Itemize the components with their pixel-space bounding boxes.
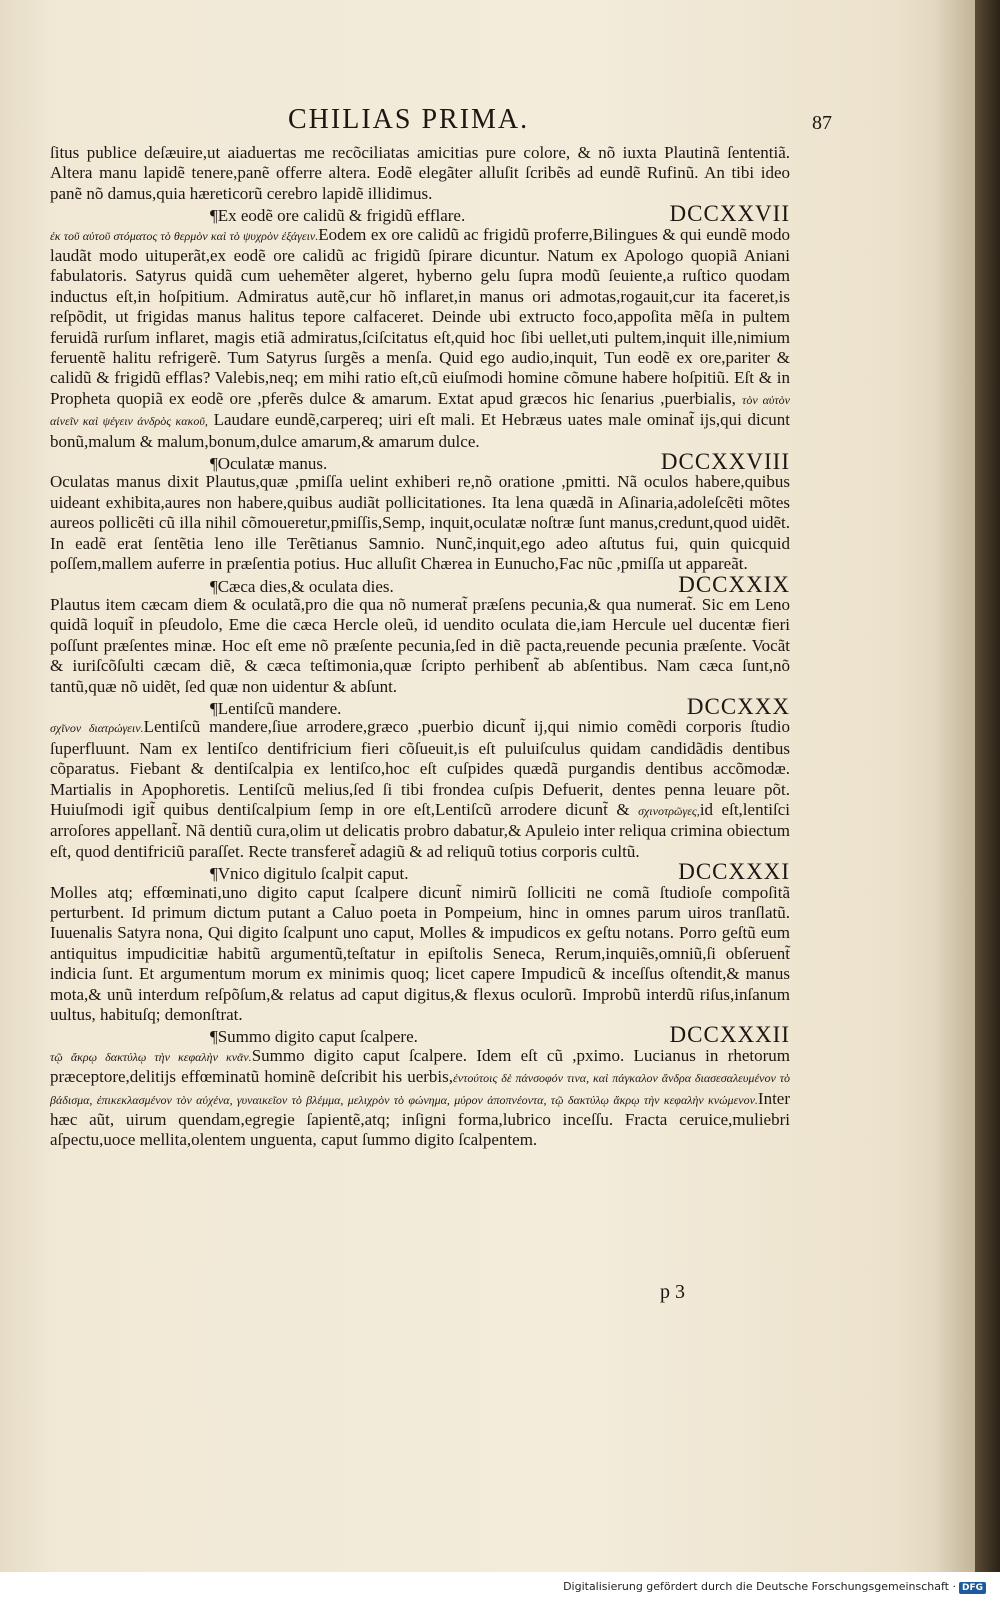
adage-title: ¶Cæca dies,& oculata dies. [210,576,394,596]
greek-quotation: ἐντούτοις δὲ πάνσοφόν τινα, καὶ πάγκαλον ἄνδρα διασεσαλευμένον τὸ βάδισμα, ἐπικεκλασμένον τὸν αὐχένα, γυναικεῖον τὸ βλέμμα, μελιχρὸν τὸ φώνημα, μύρον ἀποπνέοντα, τῷ δακτύλῳ ἄκρῳ τὴν κεφαλὴν κνώμενον. [50,1071,790,1107]
adage-body-cont: Inter hæc aũt, uirum quendam,egregie ſapientẽ,atq; inſigni forma,lubrico inceſſu. Fracta ceruice,muliebri aſpectu,uoce mellita,olentem unguenta, caput ſummo digito ſcalpentem. [50,1088,790,1150]
adage-heading-731 [50,859,790,885]
adage-number: DCCXXXII [669,1022,790,1048]
footer-bar [0,1572,1000,1602]
adage-heading-728 [50,449,790,475]
adage-body-cont: Laudare eundẽ,carpereq; uiri eſt mali. Et Hebræus uates male ominat̃ ijs,qui dicunt bonũ,malum & malum,bonum,dulce amarum,& amarum dulce. [50,410,790,451]
signature-mark: p 3 [660,1281,685,1303]
adage-title: ¶Ex eodẽ ore calidũ & frigidũ efflare. [210,206,466,226]
adage-heading-730 [50,693,790,719]
adage-title: ¶Summo digito caput ſcalpere. [210,1027,418,1047]
adage-heading-732 [50,1022,790,1048]
page-edge-shadow [935,0,975,1572]
paragraph-continuation: ſitus publice deſæuire,ut aiaduertas me recõciliatas amicitias pure colore, & nõ iuxta Plautinã ſententiã. Altera manu lapidẽ tenere,panẽ offerre altera. Eodẽ elegãter alluſit ſcribẽs ad eundẽ Rufinũ. An tibi ideo panẽ nõ damus,quia hæreticorũ cerebro lapidẽ illidimus. [50,143,790,203]
adage-number: DCCXXX [686,693,790,719]
running-head: CHILIAS PRIMA. [288,104,530,135]
adage-body-cont: id eſt,lentiſci arroſores appellant̃. Nã dentiũ cura,olim ut delicatis probro dabatur,& Apuleio inter reliqua crimina obiectum eſt, quod dentifriciũ paraſſet. Recte transferet̃ adagiũ & ad reliquũ totius corporis cultũ. [50,799,791,861]
adage-number: DCCXXVII [669,201,790,227]
book-spine [975,0,1000,1572]
greek-phrase: σχῖνον διατρώγειν. [50,721,144,736]
adage-heading-727 [50,201,790,227]
adage-title: ¶Lentiſcũ mandere. [210,698,342,718]
adage-text-728: Oculatas manus dixit Plautus,quæ ,pmiſſa uelint exhiberi re,nõ oratione ,pmitti. Nã oculos habere,quibus uideant exhibita,aures non habere,quibus audiãt pollicitationes. Ita lena quædã in Aſinaria,adoleſcẽti mõtes aureos pollicẽti cũ illa nihil cõmoueretur,pmiſſis,Semp, inquit,oculatæ noſtræ ſunt manus,credunt,quod uidẽt. In eadẽ erat ſentẽtia leno ille Terẽtianus Samnio. Nunc̃,inquit,ego adeo aſtutus fui, quin quicquid poſſem,mallem auferre in præſentia potius. Huc alluſit Chærea in Eunucho,Fac nũc ,pmiſſa ut appareãt. [50,472,790,574]
adage-title: ¶Vnico digitulo ſcalpit caput. [210,864,409,884]
adage-text-730 [50,717,790,862]
greek-phrase: τῷ ἄκρῳ δακτύλῳ τὴν κεφαλὴν κνᾶν. [50,1049,252,1064]
dfg-logo: DFG [959,1582,986,1594]
greek-word: σχινοτρῶγες, [638,803,700,818]
adage-title: ¶Oculatæ manus. [210,454,328,474]
adage-number: DCCXXIX [678,571,790,597]
adage-number: DCCXXVIII [660,449,790,475]
adage-text-727 [50,225,790,452]
funding-credit-text: Digitalisierung gefördert durch die Deutsche Forschungsgemeinschaft · [563,1580,956,1593]
adage-heading-729 [50,571,790,597]
adage-text-731: Molles atq; effœminati,uno digito caput ſcalpere dicunt̃ nimirũ ſolliciti ne comã ſtudioſe compoſitã perturbent. Id primum dictum putant a Caluo poeta in Pompeium, hinc in omnes parum uiros tranſlatũ. Iuuenalis Satyra nona, Qui digito ſcalpunt uno caput, Molles & impudicos ex geſtu notans. Porro geſtũ eum antiquitus impudicitiæ habitũ argumentũ,teſtatur in epiſtolis Seneca, Rerum,inquiẽs,omniũ,ſi obſeruent̃ indicia ſunt. Et argumentum morum ex minimis quoq; licet capere Impudicũ & inceſſus oſtendit,& manus mota,& unũ interdum reſpõſum,& relatus ad caput digitus,& flexus oculorũ. Improbũ interdũ riſus,inſanum uultus, habituſq; demonſtrat. [50,882,790,1024]
adage-body: Lentiſcũ mandere,ſiue arrodere,græco ,puerbio dicunt̃ ij,qui nimio comẽdi corporis ſtudio ſuperfluunt. Nam ex lentiſco dentifricium fieri cõſueuit,is eſt puluiſculus quidam candidãdis dentibus cõparatus. Fiebant & dentiſcalpia ex lentiſco,hoc eſt cuſpides quædã purgandis dentibus accõmodæ. Martialis in Apophoretis. Lentiſcũ melius,ſed ſi tibi frondea cuſpis Defuerit, dentes penna leuare põt. Huiuſmodi igit̃ quibus dentiſcalpium ſemp in ore eſt,Lentiſcũ arrodere dicunt̃ & [50,717,790,819]
adage-body: Summo digito caput ſcalpere. Idem eſt cũ ,pximo. Lucianus in rhetorum præceptore,delitijs effœminatũ hominẽ deſcribit his uerbis, [50,1045,791,1087]
adage-text-729: Plautus item cæcam diem & oculatã,pro die qua nõ numerat̃ præſens pecunia,& qua numerat̃. Sic em Leno quidã loquit̃ in pſeudolo, Eme die cæca Hercle oleũ, id uendito oculata die,iam Hercule uel ducentæ fieri poſſunt præſentes minæ. Hoc eſt eme nõ præſente pecunia,ſed in diẽ pacta,reuende pecunia præſente. Vocãt & iuriſcõſulti cæcam diẽ, & cæca teſtimonia,quæ ſcripto perhibent̃ ab abſentibus. Nam cæca ſunt,nõ tantũ,quæ nõ uidẽt, ſed quæ non uidentur & abſunt. [50,594,790,696]
adage-text-732 [50,1046,790,1151]
greek-phrase: ἐκ τοῦ αὐτοῦ στόματος τὸ θερμὸν καὶ τὸ ψυχρὸν ἐξάγειν. [50,228,319,243]
greek-verse: τὸν αὐτὸν αἰνεῖν καὶ ψέγειν ἀνδρὸς κακοῦ, [50,392,790,429]
body-text [50,143,790,1151]
page-number: 87 [812,112,832,134]
adage-body: Eodem ex ore calidũ ac frigidũ proferre,Bilingues & qui eundẽ modo laudãt modo uituperãt,ex eodẽ ore calidũ ac frigidũ ſpirare dicuntur. Natum ex Apologo quopiã Aniani fabulatoris. Satyrus quidã cum uehemẽter algeret, hyberno gelu ſupra modũ ſeuiente,a ruſtico quodam inductus eſt,in hoſpitium. Admiratus autẽ,cur hõ inflaret,in manus ori admotas,rogauit,cur ita faceret,is reſpõdit, ut frigidas manus halitus tepore calfaceret. Deinde ubi extructo foco,appoſita mẽſa in pultem feruidã rurſum inflaret, magis etiã admiratus,ſciſcitatus eſt,quid hoc ſibi uellet,uti pultem,inquit ille,nimium feruentẽ halitu refrigerẽ. Tum Satyrus ſurgẽs a menſa. Quid ego audio,inquit, Tun eodẽ ex ore,pariter & calidũ & frigidũ efflas? Valebis,neq; em mihi ratio eſt,cũ eiuſmodi homine cõmune habere hoſpitiũ. Eſt & in Propheta quopiã ex eodẽ ore ,pferẽs dulce & amarum. Extat apud græcos hic ſenarius ,puerbialis, [50,224,790,408]
funding-credit [563,1580,986,1594]
adage-number: DCCXXXI [678,859,790,885]
